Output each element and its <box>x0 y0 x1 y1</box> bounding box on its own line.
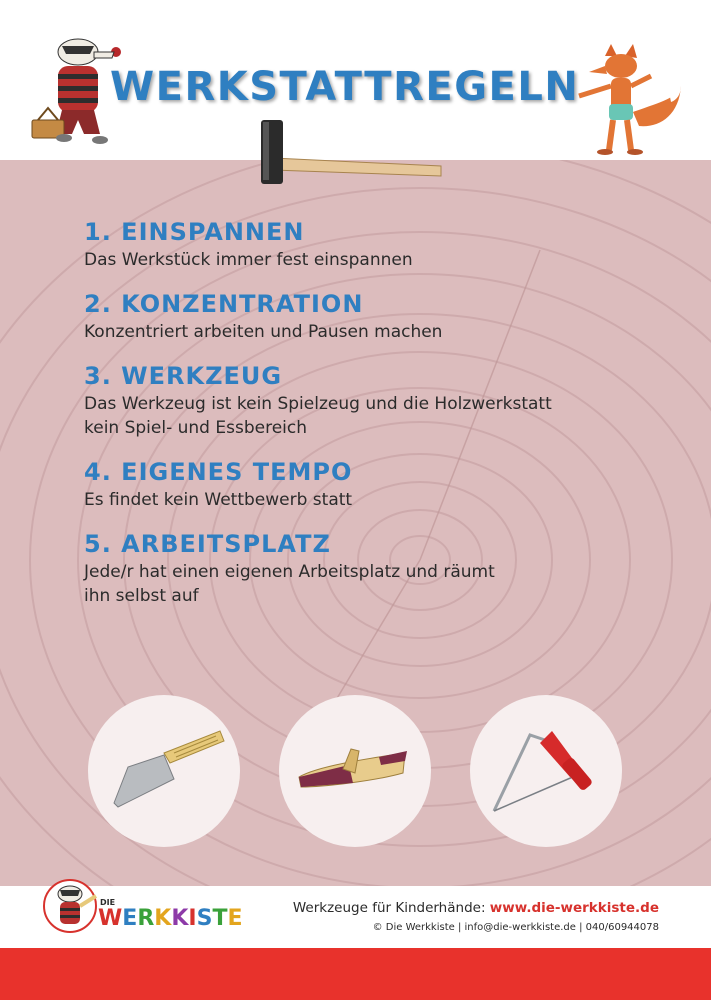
rule-title: 2. KONZENTRATION <box>84 290 364 318</box>
brand-die-label: DIE <box>100 898 116 907</box>
rule-title: 4. EIGENES TEMPO <box>84 458 353 486</box>
hand-plane-icon <box>279 695 431 847</box>
tagline-prefix: Werkzeuge für Kinderhände: <box>292 900 486 916</box>
rule-title: 1. EINSPANNEN <box>84 218 305 246</box>
contact-info: © Die Werkkiste | info@die-werkkiste.de | 040/60944078 <box>372 922 659 933</box>
rule-item <box>84 458 684 512</box>
brand-letter: I <box>188 906 197 931</box>
rule-item <box>84 218 684 272</box>
brand-letter: W <box>98 906 123 931</box>
brand-letter: K <box>154 906 172 931</box>
page-title: WERKSTATTREGELN <box>110 64 580 110</box>
rule-text: kein Spiel- und Essbereich <box>84 418 307 438</box>
brand-name <box>98 906 242 931</box>
tool-circle-saw <box>88 695 240 847</box>
brand-letter: E <box>122 906 138 931</box>
fox-illustration-icon <box>565 42 685 172</box>
brand-letter: K <box>171 906 189 931</box>
rules-list <box>84 218 684 626</box>
brand-letter: S <box>196 906 213 931</box>
brand-letter: T <box>212 906 228 931</box>
rule-item <box>84 530 684 608</box>
rule-item <box>84 290 684 344</box>
rule-text: Es findet kein Wettbewerb statt <box>84 490 353 510</box>
website-link[interactable]: www.die-werkkiste.de <box>489 900 659 916</box>
rule-text: ihn selbst auf <box>84 586 199 606</box>
tool-circle-coping-saw <box>470 695 622 847</box>
rule-title: 3. WERKZEUG <box>84 362 283 390</box>
brand-letter: R <box>137 906 155 931</box>
tool-circle-plane <box>279 695 431 847</box>
werkkiste-logo-icon <box>40 874 100 934</box>
rule-text: Das Werkstück immer fest einspannen <box>84 250 413 270</box>
brand-letter: E <box>227 906 243 931</box>
rule-title: 5. ARBEITSPLATZ <box>84 530 331 558</box>
coping-saw-icon <box>470 695 622 847</box>
bottom-red-bar <box>0 948 711 1000</box>
hammer-icon <box>255 118 455 188</box>
tagline <box>293 900 659 916</box>
rule-item <box>84 362 684 440</box>
rule-text: Konzentriert arbeiten und Pausen machen <box>84 322 443 342</box>
japanese-saw-icon <box>88 695 240 847</box>
footer <box>0 886 711 948</box>
rule-text: Das Werkzeug ist kein Spielzeug und die Holzwerkstatt <box>84 394 552 414</box>
rule-text: Jede/r hat einen eigenen Arbeitsplatz und räumt <box>84 562 495 582</box>
